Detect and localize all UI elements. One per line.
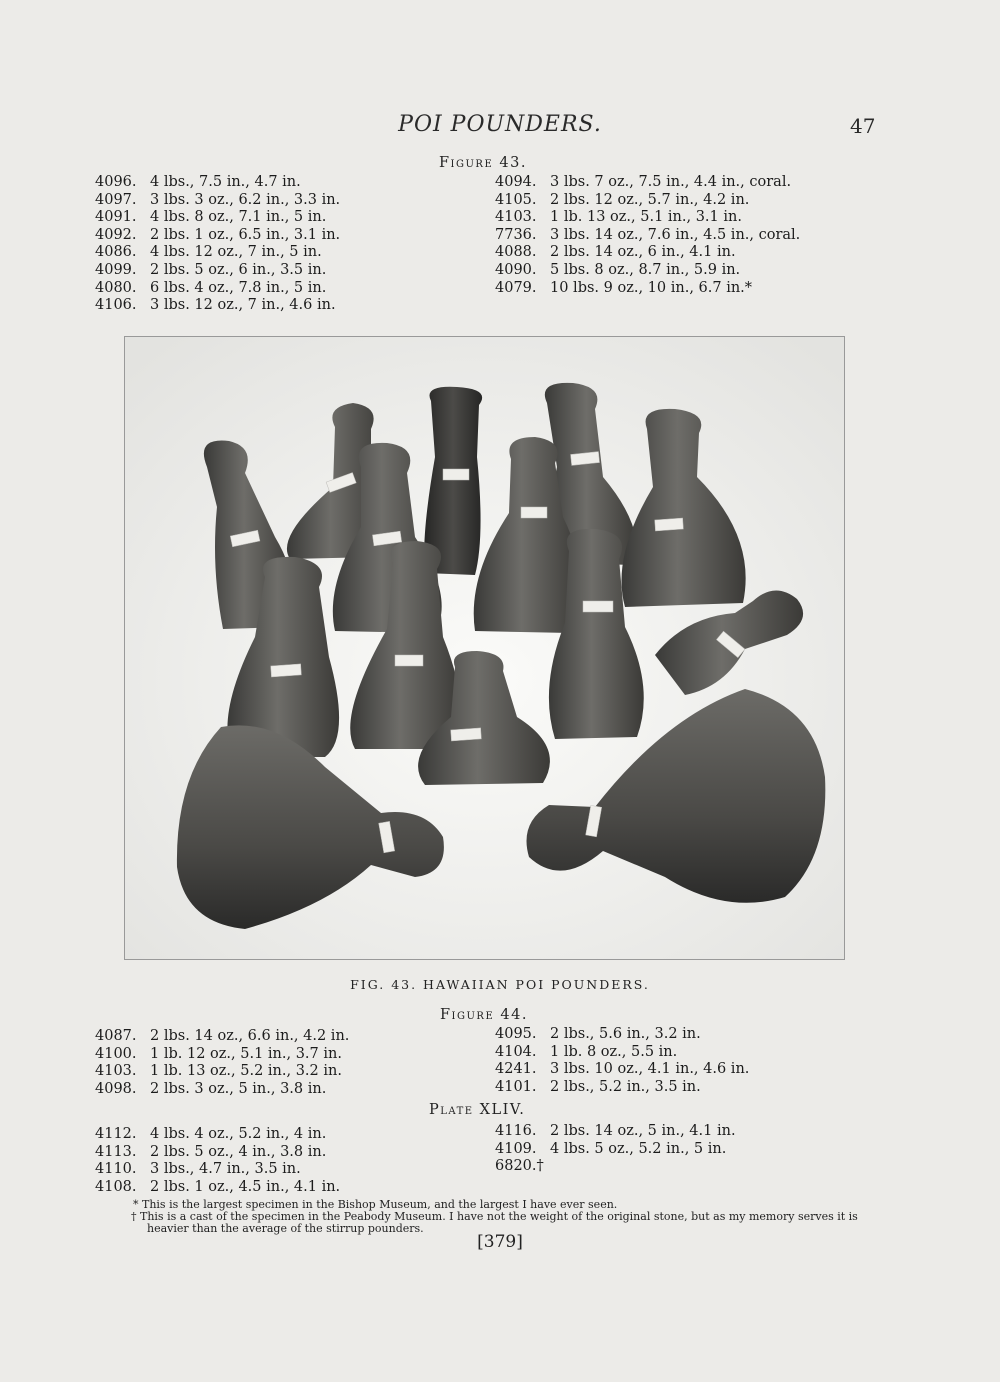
plate44-heading: Plate XLIV. [429,1102,526,1118]
list-item: 4080. 6 lbs. 4 oz., 7.8 in., 5 in. [95,279,327,296]
figure43-left-list [95,174,340,315]
list-item: 4103. 1 lb. 13 oz., 5.2 in., 3.2 in. [95,1063,342,1080]
list-item: 4113. 2 lbs. 5 oz., 4 in., 3.8 in. [95,1143,327,1160]
figure43-heading: Figure 43. [439,155,527,171]
list-item: 4092. 2 lbs. 1 oz., 6.5 in., 3.1 in. [95,226,341,243]
footnote-asterisk: * This is the largest specimen in the Bishop Museum, and the largest I have ever seen. [133,1198,618,1211]
figure44-heading: Figure 44. [440,1007,528,1023]
plate44-left-list [95,1126,340,1196]
figure-caption: FIG. 43. HAWAIIAN POI POUNDERS. [350,977,650,992]
list-item: 4096. 4 lbs., 7.5 in., 4.7 in. [95,174,301,190]
running-title: POI POUNDERS. [398,112,602,137]
figure43-right-list [495,174,800,297]
figure44-left-list [95,1028,349,1098]
list-item: 4098. 2 lbs. 3 oz., 5 in., 3.8 in. [95,1080,327,1097]
figure44-right-list [495,1026,749,1096]
list-item: 4088. 2 lbs. 14 oz., 6 in., 4.1 in. [495,244,736,261]
list-item: 4241. 3 lbs. 10 oz., 4.1 in., 4.6 in. [495,1061,750,1078]
poi-pounders-photograph [124,336,845,960]
list-item: 4095. 2 lbs., 5.6 in., 3.2 in. [495,1026,701,1042]
list-item: 4086. 4 lbs. 12 oz., 7 in., 5 in. [95,244,322,261]
list-item: 4079. 10 lbs. 9 oz., 10 in., 6.7 in.* [495,279,753,296]
list-item: 4087. 2 lbs. 14 oz., 6.6 in., 4.2 in. [95,1028,350,1044]
list-item: 4103. 1 lb. 13 oz., 5.1 in., 3.1 in. [495,209,742,226]
list-item: 4091. 4 lbs. 8 oz., 7.1 in., 5 in. [95,209,327,226]
list-item: 4097. 3 lbs. 3 oz., 6.2 in., 3.3 in. [95,191,341,208]
footnote-dagger-continued: heavier than the average of the stirrup pounders. [147,1222,424,1235]
list-item: 4094. 3 lbs. 7 oz., 7.5 in., 4.4 in., coral. [495,174,792,190]
list-item: 4090. 5 lbs. 8 oz., 8.7 in., 5.9 in. [495,261,741,278]
poi-pounders-illustration [125,337,844,959]
folio-number: [379] [477,1232,523,1252]
list-item: 4106. 3 lbs. 12 oz., 7 in., 4.6 in. [95,297,336,314]
list-item: 4104. 1 lb. 8 oz., 5.5 in. [495,1043,678,1060]
list-item: 4101. 2 lbs., 5.2 in., 3.5 in. [495,1078,701,1095]
list-item: 6820.† [495,1158,544,1175]
page-number: 47 [850,114,876,138]
list-item: 4099. 2 lbs. 5 oz., 6 in., 3.5 in. [95,261,327,278]
list-item: 4109. 4 lbs. 5 oz., 5.2 in., 5 in. [495,1140,727,1157]
list-item: 4105. 2 lbs. 12 oz., 5.7 in., 4.2 in. [495,191,750,208]
footnote-dagger: † This is a cast of the specimen in the Peabody Museum. I have not the weight of the original stone, but as my memory serves it is [131,1210,858,1223]
list-item: 7736. 3 lbs. 14 oz., 7.6 in., 4.5 in., coral. [495,226,801,243]
plate44-right-list [495,1123,736,1176]
list-item: 4100. 1 lb. 12 oz., 5.1 in., 3.7 in. [95,1045,342,1062]
list-item: 4116. 2 lbs. 14 oz., 5 in., 4.1 in. [495,1123,736,1139]
list-item: 4110. 3 lbs., 4.7 in., 3.5 in. [95,1161,301,1178]
list-item: 4112. 4 lbs. 4 oz., 5.2 in., 4 in. [95,1126,327,1142]
list-item: 4108. 2 lbs. 1 oz., 4.5 in., 4.1 in. [95,1178,341,1195]
